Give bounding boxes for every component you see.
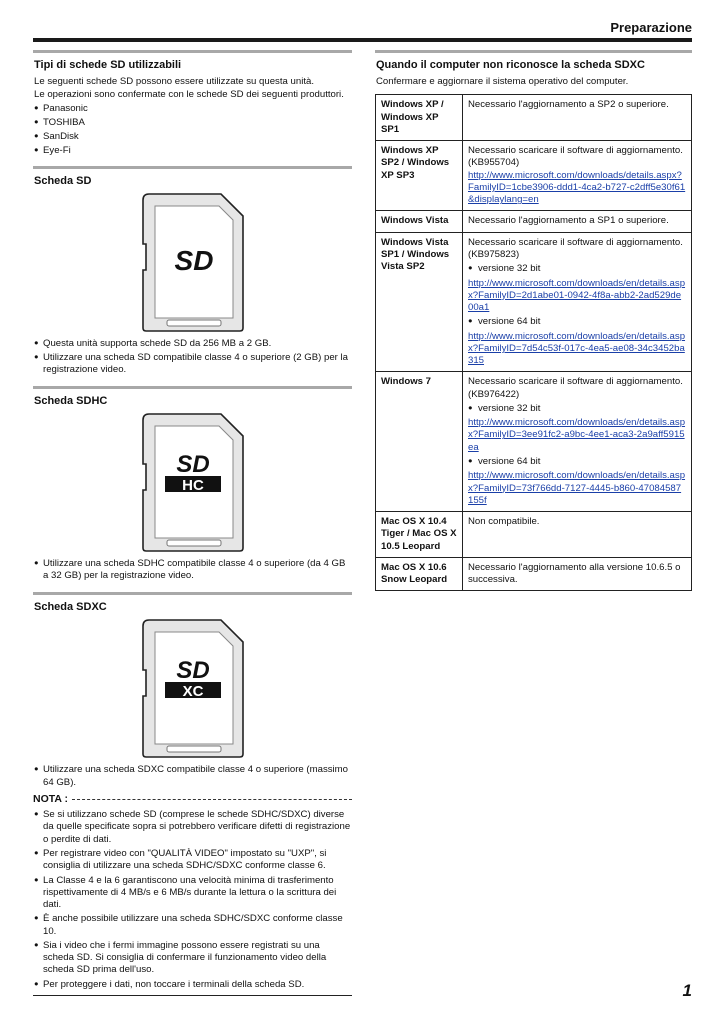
info-cell: Necessario l'aggiornamento a SP2 o superiore.: [463, 95, 692, 141]
section-divider: [33, 592, 352, 595]
list-item: ● Per proteggere i dati, non toccare i terminali della scheda SD.: [33, 979, 352, 991]
list-item: ● È anche possibile utilizzare una scheda SDHC/SDXC conforme classe 10.: [33, 913, 352, 938]
info-text: Necessario scaricare il software di aggiornamento. (KB976422): [468, 376, 683, 400]
info-cell: [463, 232, 692, 372]
section-divider: [33, 166, 352, 169]
bullet-label: ● versione 64 bit: [468, 456, 686, 468]
section-title-sdxc: Scheda SDXC: [34, 601, 107, 614]
download-link[interactable]: http://www.microsoft.com/downloads/en/details.aspx?FamilyID=2d1abe01-0942-4f8a-abb2-2ad529de00a1: [468, 277, 686, 314]
sdhc-card-illustration: [141, 412, 245, 552]
left-column: [33, 50, 352, 996]
info-text: Necessario scaricare il software di aggiornamento. (KB975823): [468, 236, 683, 260]
os-cell: Windows XP / Windows XP SP1: [376, 95, 463, 141]
info-cell: [463, 141, 692, 211]
info-cell: [463, 372, 692, 512]
bullet-label: ● versione 32 bit: [468, 403, 686, 415]
sd-logo: SD: [174, 244, 213, 276]
list-item: ● Eye-Fi: [33, 145, 352, 157]
brand-list: [33, 103, 352, 158]
section-title-sdxc-computer: Quando il computer non riconosce la scheda SDXC: [376, 59, 645, 71]
page-number: 1: [682, 981, 692, 1001]
list-item: ● Utilizzare una scheda SDXC compatibile classe 4 o superiore (massimo 64 GB).: [33, 764, 352, 789]
intro-text: Confermare e aggiornare il sistema operativo del computer.: [376, 76, 629, 88]
info-cell: Necessario l'aggiornamento alla versione 10.6.5 o successiva.: [463, 557, 692, 591]
section-divider: [33, 50, 352, 53]
table-row: [376, 95, 692, 141]
section-title-sd: Scheda SD: [34, 174, 92, 187]
list-item: ● Sia i video che i fermi immagine possono essere registrati su una scheda SD. Si consiglia di confermare il funzionamento video della scheda SD prima dell'uso.: [33, 940, 352, 977]
table-row: [376, 557, 692, 591]
download-link[interactable]: http://www.microsoft.com/downloads/details.aspx?FamilyID=1cbe3906-ddd1-4ca2-b727-c2dff5e30f61&displaylang=en: [468, 169, 686, 206]
list-item: ● Se si utilizzano schede SD (comprese le schede SDHC/SDXC) diverse da quelle specificate sopra si potrebbero verificare difetti di registrazione o perdite di dati.: [33, 809, 352, 846]
bullet-label: ● versione 64 bit: [468, 316, 686, 328]
list-item: ● Panasonic: [33, 103, 352, 115]
bullet-label: ● versione 32 bit: [468, 263, 686, 275]
intro-text: Le operazioni sono confermate con le schede SD dei seguenti produttori.: [34, 89, 344, 101]
nota-dashed-rule: [72, 799, 352, 800]
section-divider: [375, 50, 692, 53]
nota-end-rule: [33, 995, 352, 996]
intro-text: Le seguenti schede SD possono essere utilizzate su questa unità.: [34, 76, 314, 88]
os-cell: Mac OS X 10.4 Tiger / Mac OS X 10.5 Leopard: [376, 512, 463, 558]
table-row: [376, 372, 692, 512]
nota-heading: [33, 793, 352, 806]
download-link[interactable]: http://www.microsoft.com/downloads/en/details.aspx?FamilyID=73f766dd-7127-4445-b860-47084587155f: [468, 470, 686, 506]
page-title: Preparazione: [610, 20, 692, 35]
list-item: ● Utilizzare una scheda SD compatibile classe 4 o superiore (2 GB) per la registrazione video.: [33, 352, 352, 377]
os-cell: Mac OS X 10.6 Snow Leopard: [376, 557, 463, 591]
section-divider: [33, 386, 352, 389]
table-row: [376, 512, 692, 558]
os-cell: Windows Vista SP1 / Windows Vista SP2: [376, 232, 463, 372]
os-cell: Windows Vista: [376, 211, 463, 232]
list-item: ● Questa unità supporta schede SD da 256 MB a 2 GB.: [33, 338, 352, 350]
sdxc-card-illustration: [141, 618, 245, 758]
table-row: [376, 232, 692, 372]
header-rule: [33, 38, 692, 42]
os-cell: Windows 7: [376, 372, 463, 512]
table-row: [376, 141, 692, 211]
download-link[interactable]: http://www.microsoft.com/downloads/en/details.aspx?FamilyID=3ee91fc2-a9bc-4ee1-aca3-2a9aff5915ea: [468, 417, 686, 453]
nota-title: NOTA :: [33, 792, 68, 805]
sd-card-illustration: [141, 192, 245, 332]
sdxc-logo: SD XC: [175, 657, 210, 701]
sdhc-logo: SD HC: [175, 450, 210, 494]
list-item: ● Per registrare video con "QUALITÀ VIDEO" impostato su "UXP", si consiglia di utilizzare una scheda SDHC/SDXC conforme classe 6.: [33, 848, 352, 873]
section-title-sdhc: Scheda SDHC: [34, 394, 108, 407]
section-title-types: Tipi di schede SD utilizzabili: [34, 59, 182, 71]
download-link[interactable]: http://www.microsoft.com/downloads/en/details.aspx?FamilyID=7d54c53f-017c-4ea5-ae08-34c3452ba315: [468, 330, 686, 367]
list-item: ● SanDisk: [33, 131, 352, 143]
os-cell: Windows XP SP2 / Windows XP SP3: [376, 141, 463, 211]
os-compat-table: [375, 94, 692, 591]
list-item: ● Utilizzare una scheda SDHC compatibile classe 4 o superiore (da 4 GB a 32 GB) per la registrazione video.: [33, 558, 352, 583]
info-text: Necessario scaricare il software di aggiornamento. (KB955704): [468, 145, 683, 169]
list-item: ● TOSHIBA: [33, 117, 352, 129]
info-cell: Necessario l'aggiornamento a SP1 o superiore.: [463, 211, 692, 232]
table-row: [376, 211, 692, 232]
list-item: ● La Classe 4 e la 6 garantiscono una velocità minima di trasferimento rispettivamente di 4 MB/s e 6 MB/s durante la lettura o la scrittura dei dati.: [33, 875, 352, 912]
info-cell: Non compatibile.: [463, 512, 692, 558]
right-column: [375, 50, 692, 591]
